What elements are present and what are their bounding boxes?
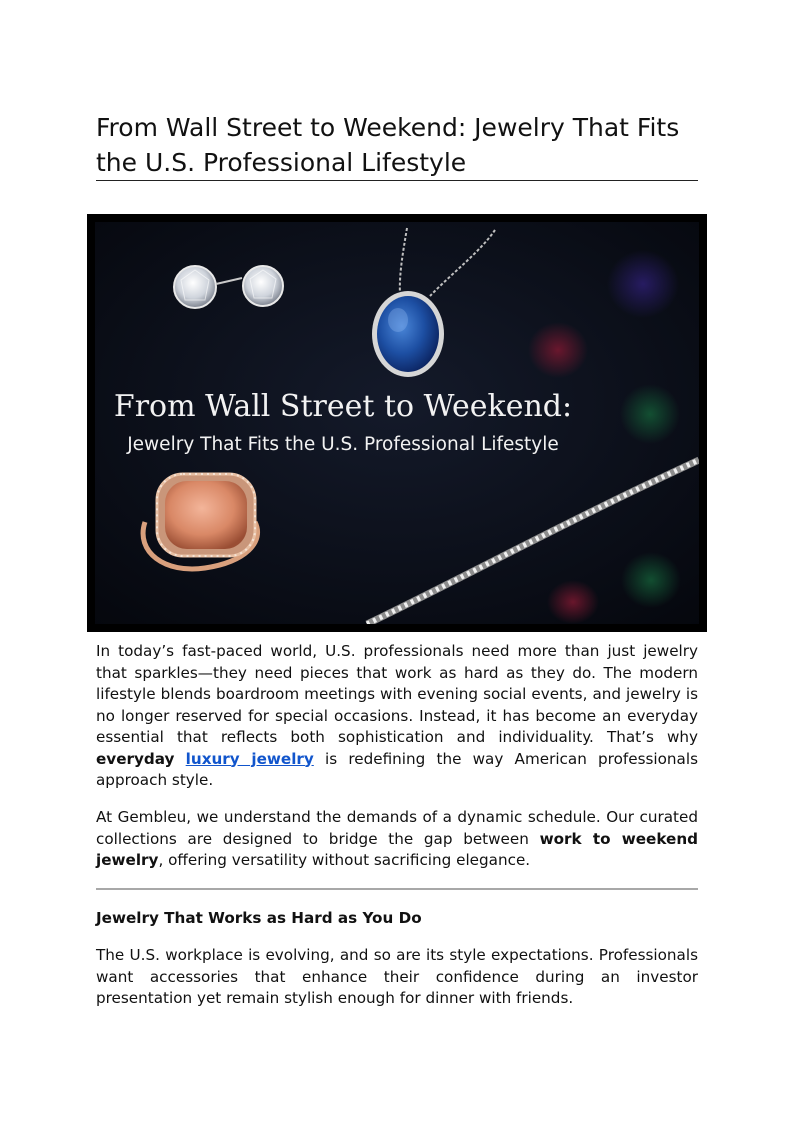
luxury-jewelry-link[interactable]: luxury jewelry [185, 749, 314, 768]
section-paragraph: The U.S. workplace is evolving, and so are its style expectations. Professionals want accessories that enhance their confidence during an investor presentation yet remain stylish enough for dinner with friends. [96, 946, 698, 1007]
gembleu-text-start: At Gembleu, we understand the demands of a dynamic schedule. Our curated collections are designed to bridge the gap between [96, 808, 698, 848]
intro-paragraph [96, 641, 698, 792]
intro-text-end: is redefining the way American professionals approach style. [96, 749, 698, 789]
section-divider [96, 888, 698, 890]
hero-subtitle: Jewelry That Fits the U.S. Professional Lifestyle [127, 434, 559, 455]
document-title: From Wall Street to Weekend: Jewelry That Fits the U.S. Professional Lifestyle [96, 113, 680, 177]
gembleu-text-end: , offering versatility without sacrificing elegance. [158, 851, 531, 869]
hero-image [95, 222, 699, 624]
intro-bold-everyday: everyday [96, 749, 175, 768]
hero-title: From Wall Street to Weekend: [113, 389, 573, 424]
hero-image-frame [87, 214, 707, 632]
gembleu-bold-phrase: work to weekend jewelry [96, 829, 698, 869]
section-heading: Jewelry That Works as Hard as You Do [96, 909, 422, 927]
title-underline [96, 180, 698, 181]
gembleu-paragraph [96, 807, 698, 872]
intro-text-start: In today’s fast-paced world, U.S. professionals need more than just jewelry that sparkles—they need pieces that work as hard as they do. The modern lifestyle blends boardroom meetings with evening social events, and jewelry is no longer reserved for special occasions. Instead, it has become an everyday essential that reflects both sophistication and individuality. That’s why [96, 642, 698, 746]
